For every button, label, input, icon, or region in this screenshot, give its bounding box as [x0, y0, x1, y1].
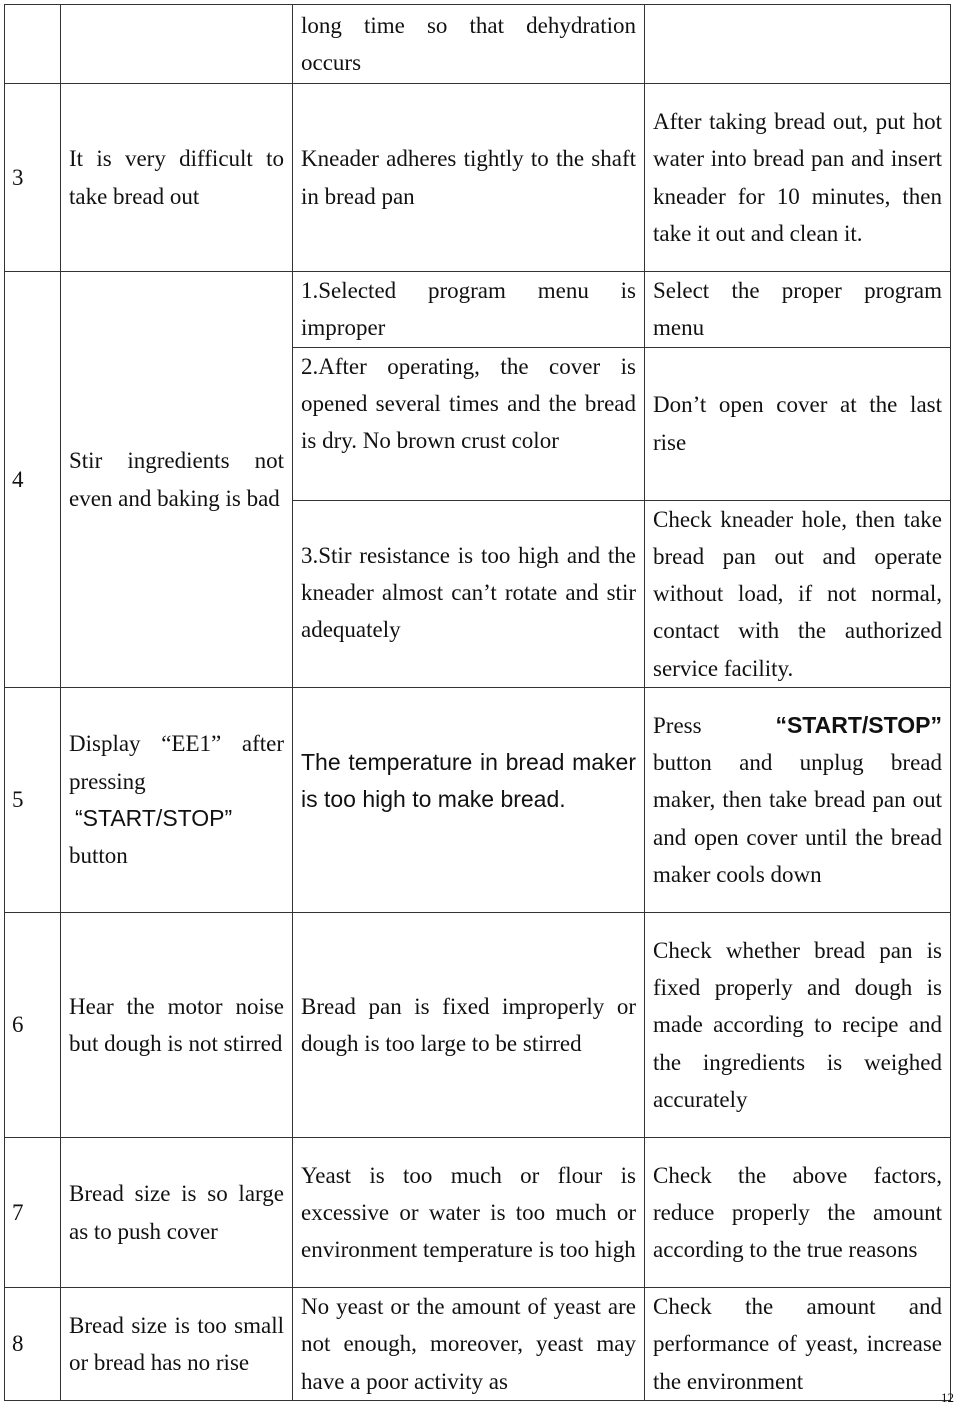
solution-cell: Check whether bread pan is fixed properly and dough is made according to recipe and the ingredients is weighed accurately	[645, 913, 951, 1138]
cause-text: 2.After operating, the cover is opened several times and the bread is dry. No brown crust color	[301, 353, 636, 454]
cause-cell	[293, 347, 645, 500]
table-row	[5, 1288, 951, 1401]
solution-text: button and unplug bread maker, then take bread pan out and open cover until the bread maker cools down	[653, 750, 942, 888]
cause-cell: Yeast is too much or flour is excessive or water is too much or environment temperature is too high	[293, 1138, 645, 1288]
problem-cell	[61, 5, 293, 84]
problem-cell: It is very difficult to take bread out	[61, 84, 293, 272]
table-row	[5, 84, 951, 272]
problem-text: Display “EE1” after pressing	[69, 731, 284, 794]
table-row	[5, 688, 951, 913]
cause-cell: long time so that dehydration occurs	[293, 5, 645, 84]
row-number: 3	[5, 84, 61, 272]
row-number: 8	[5, 1288, 61, 1401]
solution-cell: Select the proper program menu	[645, 272, 951, 348]
troubleshooting-table	[4, 4, 951, 1401]
cause-cell: Kneader adheres tightly to the shaft in bread pan	[293, 84, 645, 272]
problem-text: button	[69, 843, 128, 869]
row-number: 5	[5, 688, 61, 913]
table-row	[5, 913, 951, 1138]
cause-cell: The temperature in bread maker is too high to make bread.	[293, 688, 645, 913]
row-number: 6	[5, 913, 61, 1138]
cause-cell: Bread pan is fixed improperly or dough is too large to be stirred	[293, 913, 645, 1138]
start-stop-label: “START/STOP”	[775, 711, 942, 738]
start-stop-label: “START/STOP”	[75, 805, 233, 832]
row-number: 7	[5, 1138, 61, 1288]
problem-cell: Hear the motor noise but dough is not stirred	[61, 913, 293, 1138]
problem-cell: Bread size is so large as to push cover	[61, 1138, 293, 1288]
solution-cell: Don’t open cover at the last rise	[645, 347, 951, 500]
solution-cell: Check the above factors, reduce properly the amount according to the true reasons	[645, 1138, 951, 1288]
solution-cell	[645, 688, 951, 913]
cause-cell: 1.Selected program menu is improper	[293, 272, 645, 348]
solution-cell: Check the amount and performance of yeast, increase the environment	[645, 1288, 951, 1401]
solution-text: Press	[653, 712, 702, 738]
cause-cell: 3.Stir resistance is too high and the kneader almost can’t rotate and stir adequately	[293, 500, 645, 687]
problem-cell: Bread size is too small or bread has no rise	[61, 1288, 293, 1401]
row-number	[5, 5, 61, 84]
problem-cell	[61, 688, 293, 913]
table-row	[5, 5, 951, 84]
table-row	[5, 1138, 951, 1288]
table-row	[5, 272, 951, 348]
page-number: 12	[941, 1390, 954, 1405]
problem-cell: Stir ingredients not even and baking is bad	[61, 272, 293, 688]
solution-cell: Check kneader hole, then take bread pan out and operate without load, if not normal, contact with the authorized service facility.	[645, 500, 951, 687]
row-number: 4	[5, 272, 61, 688]
solution-cell: After taking bread out, put hot water into bread pan and insert kneader for 10 minutes, then take it out and clean it.	[645, 84, 951, 272]
solution-cell	[645, 5, 951, 84]
cause-cell: No yeast or the amount of yeast are not enough, moreover, yeast may have a poor activity as	[293, 1288, 645, 1401]
